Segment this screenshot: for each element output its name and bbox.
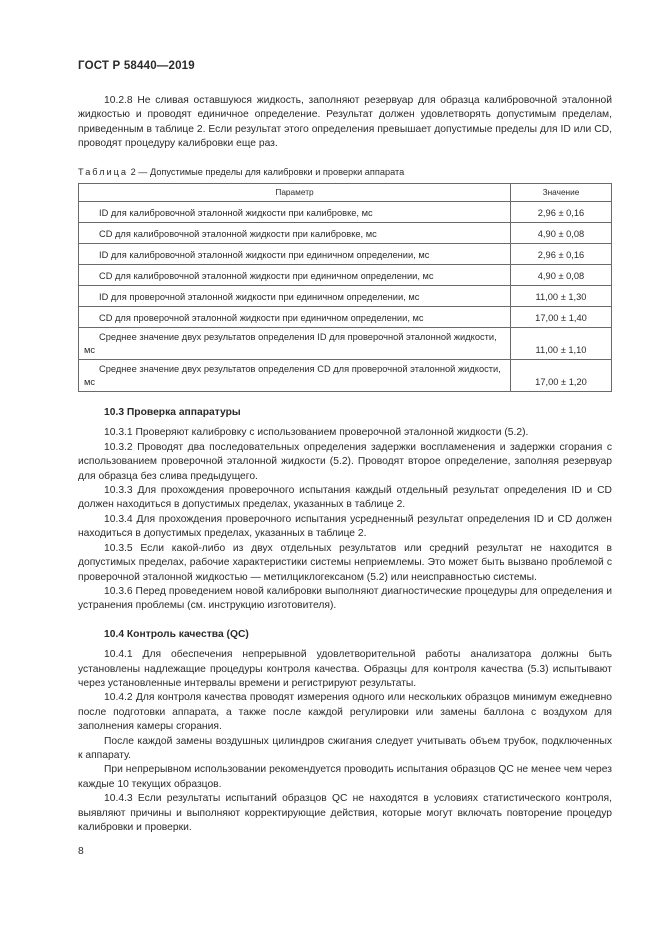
section-title-10-3: 10.3 Проверка аппаратуры	[104, 407, 241, 419]
column-header-value: Значение	[511, 184, 612, 202]
table-cell-value: 17,00 ± 1,20	[511, 360, 612, 392]
table-cell-param: ID для калибровочной эталонной жидкости при калибровке, мс	[79, 202, 511, 223]
table-row	[79, 244, 612, 265]
section-title-10-4: 10.4 Контроль качества (QC)	[104, 628, 249, 640]
table-cell-value: 17,00 ± 1,40	[511, 307, 612, 328]
document-body	[78, 94, 612, 835]
table-cell-param: CD для калибровочной эталонной жидкости при единичном определении, мс	[79, 265, 511, 286]
table-cell-param: ID для калибровочной эталонной жидкости при единичном определении, мс	[79, 244, 511, 265]
paragraph-10-3-4: 10.3.4 Для прохождения проверочного испытания усредненный результат определения ID и CD должен находиться в допустимых пределах, указанных в таблице 2.	[78, 513, 612, 540]
table-row	[79, 223, 612, 244]
table-row	[79, 328, 612, 360]
table-caption-label: Таблица	[78, 166, 129, 177]
paragraph-10-3-1: 10.3.1 Проверяют калибровку с использованием проверочной эталонной жидкости (5.2).	[104, 427, 529, 439]
table-cell-value: 2,96 ± 0,16	[511, 202, 612, 223]
table-row	[79, 202, 612, 223]
paragraph-10-4-2-note: После каждой замены воздушных цилиндров сжигания следует учитывать объем трубок, подключенных к аппарату.	[78, 735, 612, 761]
paragraph-10-3-5: 10.3.5 Если какой-либо из двух отдельных результатов или средний результат не находится в допустимых пределах, рабочие характеристики системы неприемлемы. Это может быть вызвано проблемой с проверочной эталонной жидкостью — метилциклогексаном (5.2) или неисправностью системы.	[78, 542, 612, 583]
document-header: ГОСТ Р 58440—2019	[78, 60, 195, 72]
paragraph-10-4-2-recommendation: При непрерывном использовании рекомендуется проводить испытания образцов QC не менее чем через каждые 10 текущих образцов.	[78, 764, 612, 790]
paragraph-10-4-3: 10.4.3 Если результаты испытаний образцов QC не находятся в условиях статистического контроля, выявляют причины и выполняют корректирующие действия, которые могут включать повторение процедур калибровки и проверки.	[78, 793, 612, 833]
page-number: 8	[78, 846, 84, 857]
table-row	[79, 265, 612, 286]
paragraph-10-3-3: 10.3.3 Для прохождения проверочного испытания каждый отдельный результат определения ID и CD должен находиться в допустимых пределах, указанных в таблице 2.	[78, 485, 612, 511]
paragraph-10-3-2: 10.3.2 Проводят два последовательных определения задержки воспламенения и задержки сгорания с использованием проверочной эталонной жидкости (5.2). Проводят второе определение, заполняя резервуар для образца без слива предыдущего.	[78, 441, 612, 482]
table-cell-param: Среднее значение двух результатов определения ID для проверочной эталонной жидкости, мс	[79, 328, 511, 360]
table-cell-value: 4,90 ± 0,08	[511, 223, 612, 244]
table-caption	[78, 165, 612, 179]
paragraph-10-3-6: 10.3.6 Перед проведением новой калибровки выполняют диагностические процедуры для определения и устранения проблемы (см. инструкцию изготовителя).	[78, 585, 612, 612]
table-cell-value: 11,00 ± 1,30	[511, 286, 612, 307]
paragraph-10-4-2: 10.4.2 Для контроля качества проводят измерения одного или нескольких образцов минимум ежедневно после подготовки аппарата, а также после каждой регулировки или замены баллона с воздухом для заполнения камеры сгорания.	[78, 692, 612, 733]
column-header-param: Параметр	[79, 184, 511, 202]
table-cell-param: ID для проверочной эталонной жидкости при единичном определении, мс	[79, 286, 511, 307]
table-row	[79, 360, 612, 392]
table-header-row	[79, 184, 612, 202]
limits-table	[78, 183, 612, 392]
paragraph-10-4-1: 10.4.1 Для обеспечения непрерывной удовлетворительной работы анализатора должны быть установлены надлежащие процедуры контроля качества. Образцы для контроля качества (5.3) испытывают через установленные интервалы времени и регистрируют результаты.	[78, 649, 612, 689]
table-cell-value: 2,96 ± 0,16	[511, 244, 612, 265]
table-caption-text: 2 — Допустимые пределы для калибровки и проверки аппарата	[130, 166, 405, 177]
table-row	[79, 286, 612, 307]
table-cell-param: Среднее значение двух результатов определения CD для проверочной эталонной жидкости, мс	[79, 360, 511, 392]
table-cell-param: CD для проверочной эталонной жидкости при единичном определении, мс	[79, 307, 511, 328]
table-row	[79, 307, 612, 328]
table-cell-value: 4,90 ± 0,08	[511, 265, 612, 286]
table-cell-param: CD для калибровочной эталонной жидкости при калибровке, мс	[79, 223, 511, 244]
paragraph-10-2-8: 10.2.8 Не сливая оставшуюся жидкость, заполняют резервуар для образца калибровочной эталонной жидкостью и проводят единичное определение. Результат должен удовлетворять допустимым пределам, приведенным в таблице 2. Если результат этого определения превышает допустимые пределы для ID или CD, проводят процедуру калибровки еще раз.	[78, 95, 612, 150]
table-cell-value: 11,00 ± 1,10	[511, 328, 612, 360]
